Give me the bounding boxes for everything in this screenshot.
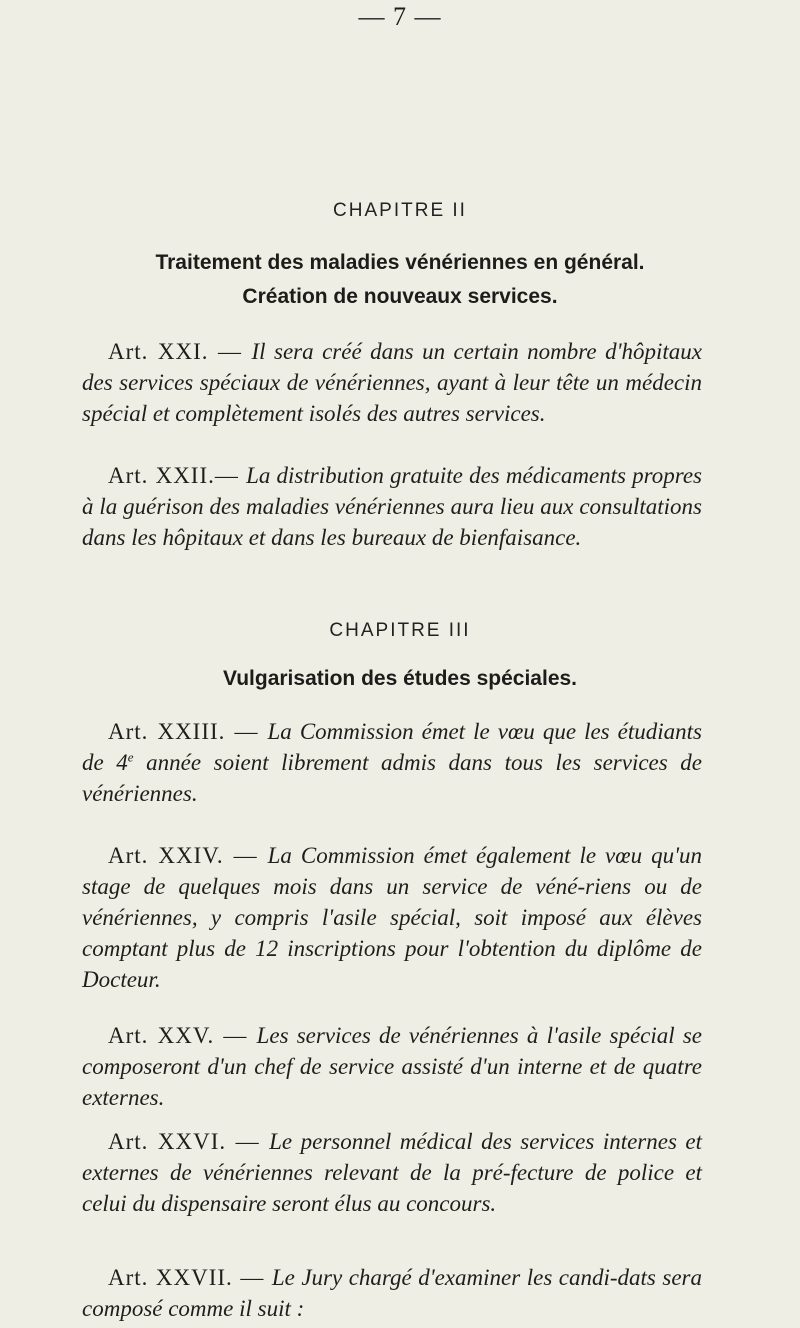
article-23 [82, 716, 702, 809]
chapter-2-heading-line-2: Création de nouveaux services. [242, 285, 558, 308]
article-26-label: Art. XXVI. — [108, 1129, 270, 1154]
article-26 [82, 1126, 702, 1219]
article-21 [82, 336, 702, 429]
article-24 [82, 840, 702, 995]
article-25-text: Les services de vénériennes à l'asile spécial se composeront d'un chef de service assisté d'un interne et de quatre externes. [82, 1023, 702, 1110]
article-24-text: La Commission émet également le vœu qu'un stage de quelques mois dans un service de véné-riens ou de vénériennes, y compris l'asile spécial, soit imposé aux élèves comptant plus de 12 inscriptions pour l'obtention du diplôme de Docteur. [82, 843, 702, 992]
chapter-2-heading [60, 246, 740, 314]
article-22-text: La distribution gratuite des médicaments propres à la guérison des maladies vénériennes aura lieu aux consultations dans les hôpitaux et dans les bureaux de bienfaisance. [82, 463, 703, 550]
article-21-text: Il sera créé dans un certain nombre d'hôpitaux des services spéciaux de vénériennes, ayant à leur tête un médecin spécial et complètement isolés des autres services. [82, 339, 702, 426]
article-23-label: Art. XXIII. — [108, 719, 268, 744]
article-23-text-after: année soient librement admis dans tous les services de vénériennes. [82, 750, 702, 806]
article-26-text: Le personnel médical des services internes et externes de vénériennes relevant de la pré-fecture de police et celui du dispensaire seront élus au concours. [82, 1129, 703, 1216]
page-number: — 7 — [358, 2, 442, 31]
article-27-text: Le Jury chargé d'examiner les candi-dats sera composé comme il suit : [82, 1265, 702, 1321]
article-23-text-before: La Commission émet le vœu que les étudiants de 4 [82, 719, 703, 775]
chapter-2-title: CHAPITRE II [333, 200, 467, 221]
article-27 [82, 1262, 702, 1324]
article-27-label: Art. XXVII. — [108, 1265, 272, 1290]
chapter-3-title: CHAPITRE III [329, 620, 471, 641]
article-24-label: Art. XXIV. — [108, 843, 268, 868]
article-21-label: Art. XXI. — [108, 339, 252, 364]
chapter-2-heading-line-1: Traitement des maladies vénériennes en général. [155, 251, 645, 274]
article-25 [82, 1020, 702, 1113]
chapter-3-heading: Vulgarisation des études spéciales. [222, 667, 578, 690]
article-25-label: Art. XXV. — [108, 1023, 257, 1048]
article-22-label: Art. XXII.— [108, 463, 247, 488]
article-22 [82, 460, 702, 553]
article-23-superscript: e [127, 749, 134, 765]
